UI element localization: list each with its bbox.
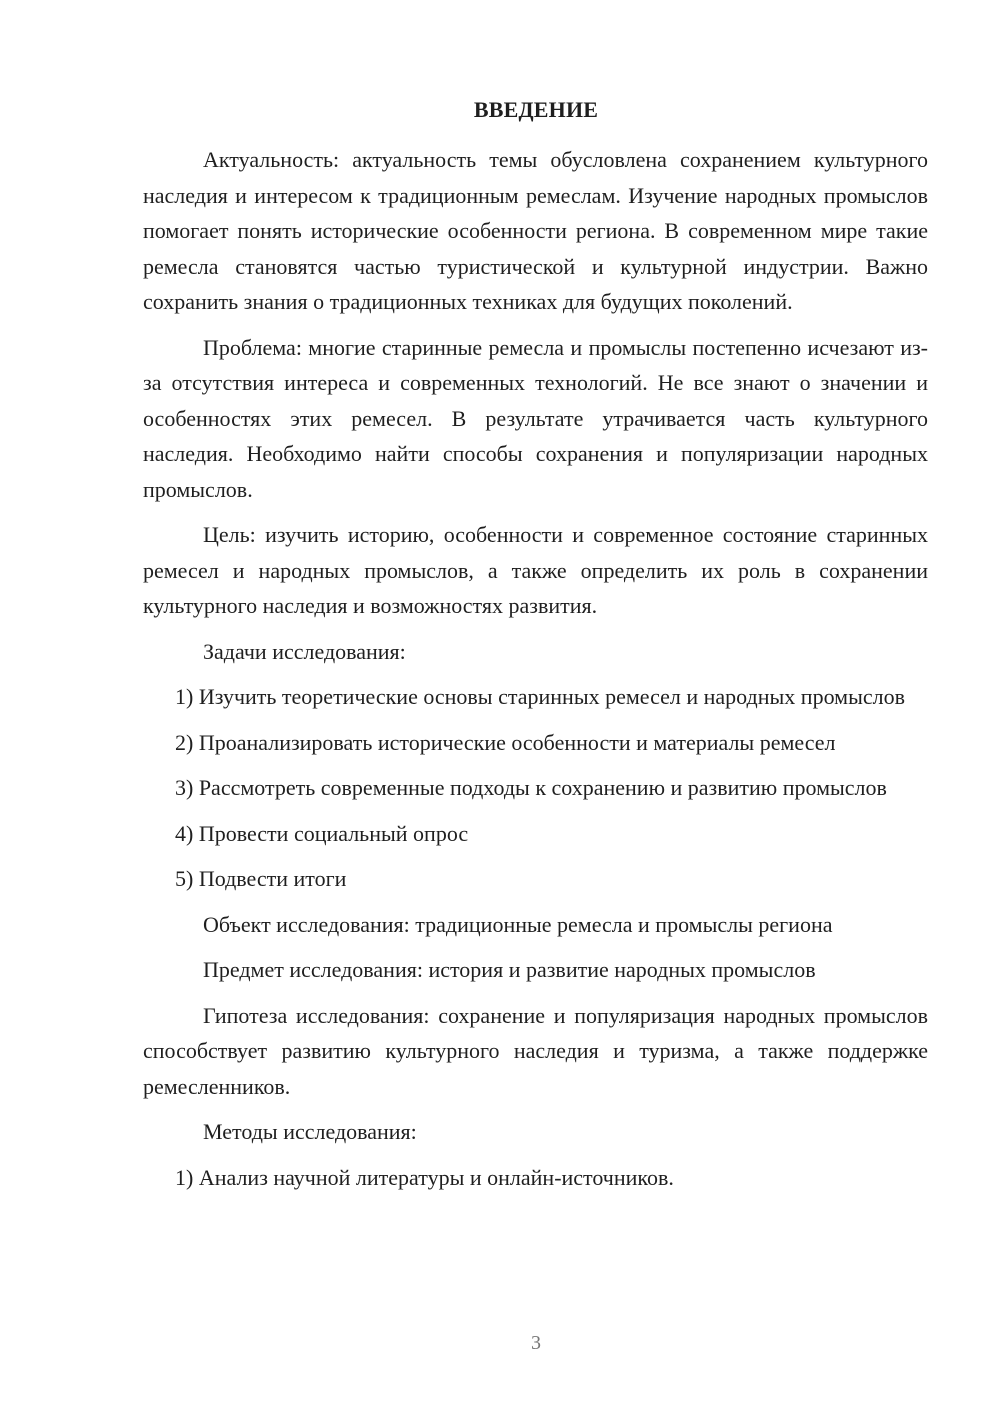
research-hypothesis: Гипотеза исследования: сохранение и популяризация народных промыслов способствует развитию культурного наследия и туризма, а также поддержке ремесленников. [143,1002,928,1099]
task-item: 4) Провести социальный опрос [175,820,469,846]
task-item: 1) Изучить теоретические основы старинных ремесел и народных промыслов [175,684,905,709]
method-item: 1) Анализ научной литературы и онлайн-источников. [175,1164,674,1190]
research-subject: Предмет исследования: история и развитие народных промыслов [203,957,816,982]
page-number: 3 [531,1332,541,1354]
research-object: Объект исследования: традиционные ремесла и промыслы региона [203,911,833,937]
paragraph-problem: Проблема: многие старинные ремесла и промыслы постепенно исчезают из-за отсутствия интереса и современных технологий. Не все знают о значении и особенностях этих ремесел. В результате утрачивается часть культурного наследия. Необходимо найти способы сохранения и популяризации народных промыслов. [143,334,928,502]
task-item: 5) Подвести итоги [175,866,347,891]
tasks-heading: Задачи исследования: [203,638,406,664]
task-item: 3) Рассмотреть современные подходы к сохранению и развитию промыслов [175,775,887,800]
paragraph-goal: Цель: изучить историю, особенности и современное состояние старинных ремесел и народных промыслов, а также определить их роль в сохранении культурного наследия и возможностях развития. [143,522,928,618]
document-body [143,142,928,1205]
paragraph-relevance: Актуальность: актуальность темы обусловлена сохранением культурного наследия и интересом к традиционным ремеслам. Изучение народных промыслов помогает понять исторические особенности региона. В современном мире такие ремесла становятся частью туристической и культурной индустрии. Важно сохранить знания о традиционных техниках для будущих поколений. [143,147,928,314]
page-title: ВВЕДЕНИЕ [473,97,599,122]
methods-heading: Методы исследования: [203,1119,417,1144]
task-item: 2) Проанализировать исторические особенности и материалы ремесел [175,729,836,755]
